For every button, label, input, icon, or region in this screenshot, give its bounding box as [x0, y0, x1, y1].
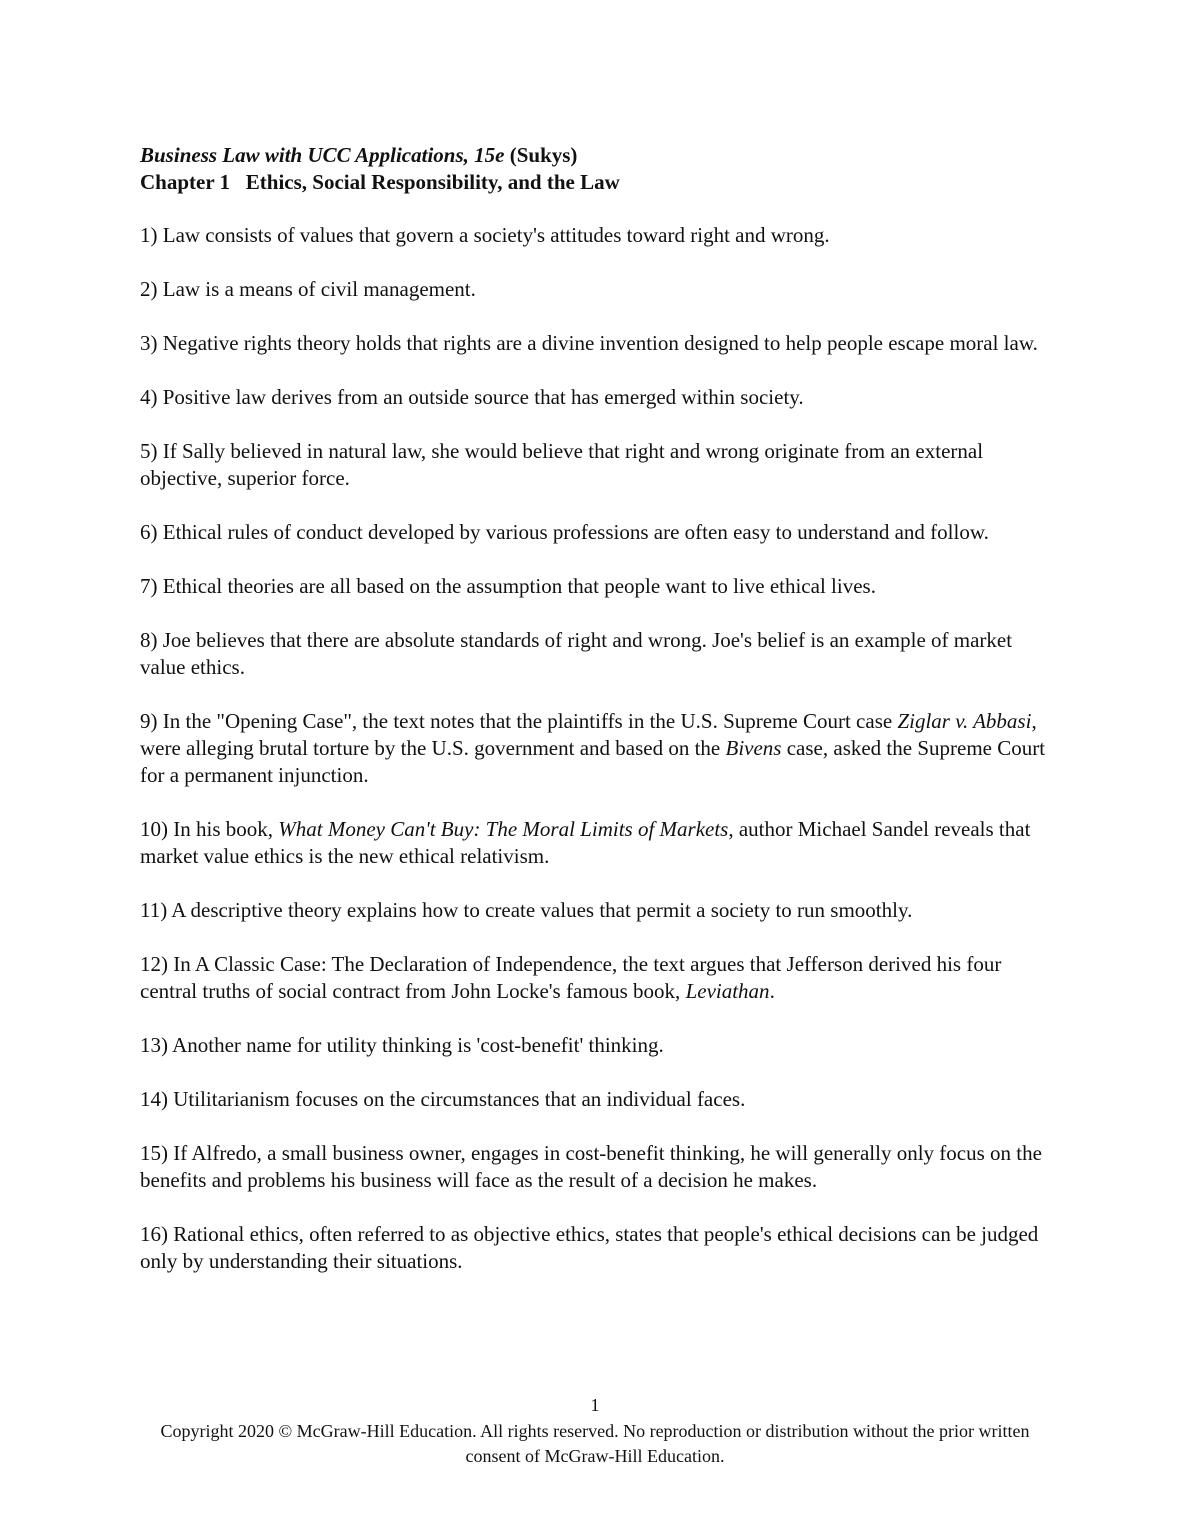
question-text: 2) Law is a means of civil management.	[140, 277, 476, 301]
question-item	[140, 1032, 1055, 1059]
book-author: (Sukys)	[509, 143, 578, 167]
question-text: 8) Joe believes that there are absolute standards of right and wrong. Joe's belief is an example of market value ethics.	[140, 628, 1013, 679]
page-number: 1	[590, 1395, 600, 1415]
question-text: 1) Law consists of values that govern a society's attitudes toward right and wrong.	[140, 223, 830, 247]
question-item	[140, 222, 1055, 249]
question-text: 12) In A Classic Case: The Declaration of Independence, the text argues that Jefferson derived his four central truths of social contract from John Locke's famous book,	[140, 952, 1002, 1003]
question-item	[140, 1086, 1055, 1113]
book-title: Business Law with UCC Applications, 15e	[140, 143, 505, 167]
question-text: , were alleging brutal torture by the U.S. government and based on the	[140, 709, 1037, 760]
question-text: 14) Utilitarianism focuses on the circumstances that an individual faces.	[140, 1087, 746, 1111]
case-name: Ziglar v. Abbasi	[897, 709, 1032, 733]
page-header	[140, 142, 1060, 196]
question-text: 9) In the "Opening Case", the text notes that the plaintiffs in the U.S. Supreme Court case	[140, 709, 898, 733]
question-text: 6) Ethical rules of conduct developed by various professions are often easy to understand and follow.	[140, 520, 989, 544]
book-reference: What Money Can't Buy: The Moral Limits of Markets	[278, 817, 729, 841]
question-text: 7) Ethical theories are all based on the assumption that people want to live ethical lives.	[140, 574, 876, 598]
question-text: 15) If Alfredo, a small business owner, engages in cost-benefit thinking, he will generally only focus on the benefits and problems his business will face as the result of a decision he makes.	[140, 1141, 1042, 1192]
question-text: .	[769, 979, 775, 1003]
question-item	[140, 897, 1055, 924]
question-item	[140, 276, 1055, 303]
question-item	[140, 1140, 1055, 1194]
question-item	[140, 384, 1055, 411]
question-text: , author Michael Sandel reveals that market value ethics is the new ethical relativism.	[140, 817, 1031, 868]
question-text: case, asked the Supreme Court for a permanent injunction.	[140, 736, 1046, 787]
question-text: 3) Negative rights theory holds that rights are a divine invention designed to help people escape moral law.	[140, 331, 1038, 355]
case-name: Bivens	[725, 736, 782, 760]
question-text: 4) Positive law derives from an outside source that has emerged within society.	[140, 385, 804, 409]
book-citation	[140, 142, 1060, 169]
question-text: 10) In his book,	[140, 817, 279, 841]
question-item	[140, 438, 1055, 492]
question-text: 13) Another name for utility thinking is 'cost-benefit' thinking.	[140, 1033, 664, 1057]
question-item	[140, 951, 1055, 1005]
question-text: 5) If Sally believed in natural law, she would believe that right and wrong originate from an external objective, superior force.	[140, 439, 984, 490]
question-list	[140, 222, 1055, 1302]
question-item	[140, 816, 1055, 870]
question-text: 11) A descriptive theory explains how to create values that permit a society to run smoothly.	[140, 898, 913, 922]
question-item	[140, 627, 1055, 681]
copyright-notice: Copyright 2020 © McGraw-Hill Education. All rights reserved. No reproduction or distribution without the prior written consent of McGraw-Hill Education.	[160, 1421, 1030, 1466]
book-reference: Leviathan	[685, 979, 770, 1003]
chapter-title: Chapter 1 Ethics, Social Responsibility, and the Law	[140, 170, 620, 194]
question-item	[140, 708, 1055, 789]
question-item	[140, 519, 1055, 546]
question-item	[140, 330, 1055, 357]
question-item	[140, 1221, 1055, 1275]
question-item	[140, 573, 1055, 600]
question-text: 16) Rational ethics, often referred to as objective ethics, states that people's ethical decisions can be judged only by understanding their situations.	[140, 1222, 1039, 1273]
